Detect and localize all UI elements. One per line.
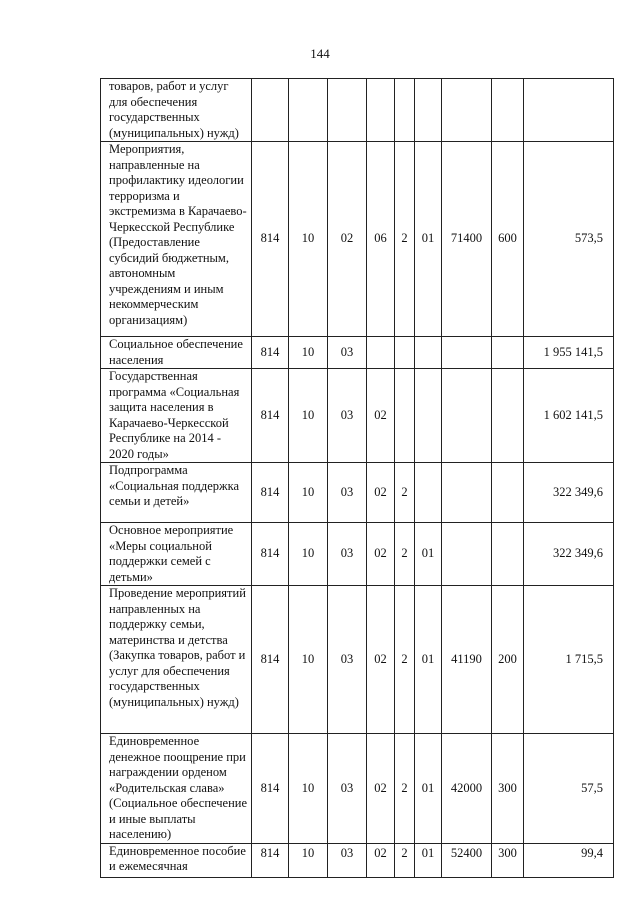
section-code: 10 — [289, 843, 328, 877]
subsection-code: 03 — [328, 463, 367, 523]
row-name: товаров, работ и услуг для обеспечения государственных (муниципальных) нужд) — [101, 79, 252, 142]
program-code — [367, 337, 395, 369]
main-event-code — [415, 79, 442, 142]
table-row — [101, 734, 614, 844]
row-name: Единовременное пособие и ежемесячная — [101, 843, 252, 877]
amount: 573,5 — [524, 142, 614, 337]
table-row — [101, 586, 614, 734]
expense-type-code — [492, 79, 524, 142]
ministry-code: 814 — [252, 142, 289, 337]
row-name: Единовременное денежное поощрение при награждении орденом «Родительская слава» (Социальное обеспечение и иные выплаты населению) — [101, 734, 252, 844]
direction-code: 52400 — [442, 843, 492, 877]
subprogram-code — [395, 79, 415, 142]
program-code: 02 — [367, 586, 395, 734]
subsection-code: 02 — [328, 142, 367, 337]
subprogram-code: 2 — [395, 586, 415, 734]
main-event-code: 01 — [415, 586, 442, 734]
main-event-code: 01 — [415, 523, 442, 586]
table-row — [101, 369, 614, 463]
amount: 57,5 — [524, 734, 614, 844]
expense-type-code: 200 — [492, 586, 524, 734]
table-row — [101, 79, 614, 142]
row-name: Основное мероприятие «Меры социальной поддержки семей с детьми» — [101, 523, 252, 586]
table-row — [101, 142, 614, 337]
ministry-code — [252, 79, 289, 142]
program-code — [367, 79, 395, 142]
section-code: 10 — [289, 523, 328, 586]
program-code: 02 — [367, 463, 395, 523]
subprogram-code: 2 — [395, 463, 415, 523]
section-code: 10 — [289, 586, 328, 734]
expense-type-code — [492, 337, 524, 369]
table-row — [101, 463, 614, 523]
direction-code — [442, 523, 492, 586]
row-name: Мероприятия, направленные на профилактику идеологии терроризма и экстремизма в Карачаево-Черкесской Республике (Предоставление субсидий бюджетным, автономным учреждениям и иным некоммерческим организациям) — [101, 142, 252, 337]
ministry-code: 814 — [252, 586, 289, 734]
main-event-code — [415, 463, 442, 523]
expense-type-code — [492, 369, 524, 463]
subprogram-code: 2 — [395, 523, 415, 586]
section-code: 10 — [289, 369, 328, 463]
table-row — [101, 337, 614, 369]
subprogram-code: 2 — [395, 142, 415, 337]
direction-code — [442, 369, 492, 463]
ministry-code: 814 — [252, 734, 289, 844]
subprogram-code — [395, 337, 415, 369]
subsection-code: 03 — [328, 734, 367, 844]
expense-type-code: 600 — [492, 142, 524, 337]
amount: 1 715,5 — [524, 586, 614, 734]
ministry-code: 814 — [252, 463, 289, 523]
section-code: 10 — [289, 337, 328, 369]
main-event-code: 01 — [415, 843, 442, 877]
ministry-code: 814 — [252, 337, 289, 369]
amount: 99,4 — [524, 843, 614, 877]
direction-code — [442, 79, 492, 142]
subsection-code: 03 — [328, 337, 367, 369]
ministry-code: 814 — [252, 523, 289, 586]
main-event-code: 01 — [415, 734, 442, 844]
amount — [524, 79, 614, 142]
subsection-code — [328, 79, 367, 142]
direction-code — [442, 463, 492, 523]
ministry-code: 814 — [252, 369, 289, 463]
section-code: 10 — [289, 463, 328, 523]
expense-type-code — [492, 463, 524, 523]
direction-code: 71400 — [442, 142, 492, 337]
direction-code — [442, 337, 492, 369]
budget-table — [100, 78, 614, 878]
amount: 1 602 141,5 — [524, 369, 614, 463]
subsection-code: 03 — [328, 523, 367, 586]
amount: 1 955 141,5 — [524, 337, 614, 369]
program-code: 02 — [367, 734, 395, 844]
program-code: 02 — [367, 523, 395, 586]
section-code: 10 — [289, 734, 328, 844]
row-name: Социальное обеспечение населения — [101, 337, 252, 369]
table-row — [101, 843, 614, 877]
subsection-code: 03 — [328, 586, 367, 734]
section-code — [289, 79, 328, 142]
page-number: 144 — [310, 46, 330, 61]
expense-type-code — [492, 523, 524, 586]
section-code: 10 — [289, 142, 328, 337]
table-row — [101, 523, 614, 586]
row-name: Подпрограмма «Социальная поддержка семьи и детей» — [101, 463, 252, 523]
program-code: 02 — [367, 843, 395, 877]
subprogram-code — [395, 369, 415, 463]
ministry-code: 814 — [252, 843, 289, 877]
expense-type-code: 300 — [492, 734, 524, 844]
row-name: Государственная программа «Социальная защита населения в Карачаево-Черкесской Республике на 2014 - 2020 годы» — [101, 369, 252, 463]
amount: 322 349,6 — [524, 523, 614, 586]
direction-code: 41190 — [442, 586, 492, 734]
row-name: Проведение мероприятий направленных на поддержку семьи, материнства и детства (Закупка товаров, работ и услуг для обеспечения государственных (муниципальных) нужд) — [101, 586, 252, 734]
subsection-code: 03 — [328, 843, 367, 877]
subprogram-code: 2 — [395, 734, 415, 844]
main-event-code — [415, 337, 442, 369]
direction-code: 42000 — [442, 734, 492, 844]
main-event-code — [415, 369, 442, 463]
subsection-code: 03 — [328, 369, 367, 463]
main-event-code: 01 — [415, 142, 442, 337]
expense-type-code: 300 — [492, 843, 524, 877]
program-code: 06 — [367, 142, 395, 337]
subprogram-code: 2 — [395, 843, 415, 877]
program-code: 02 — [367, 369, 395, 463]
amount: 322 349,6 — [524, 463, 614, 523]
